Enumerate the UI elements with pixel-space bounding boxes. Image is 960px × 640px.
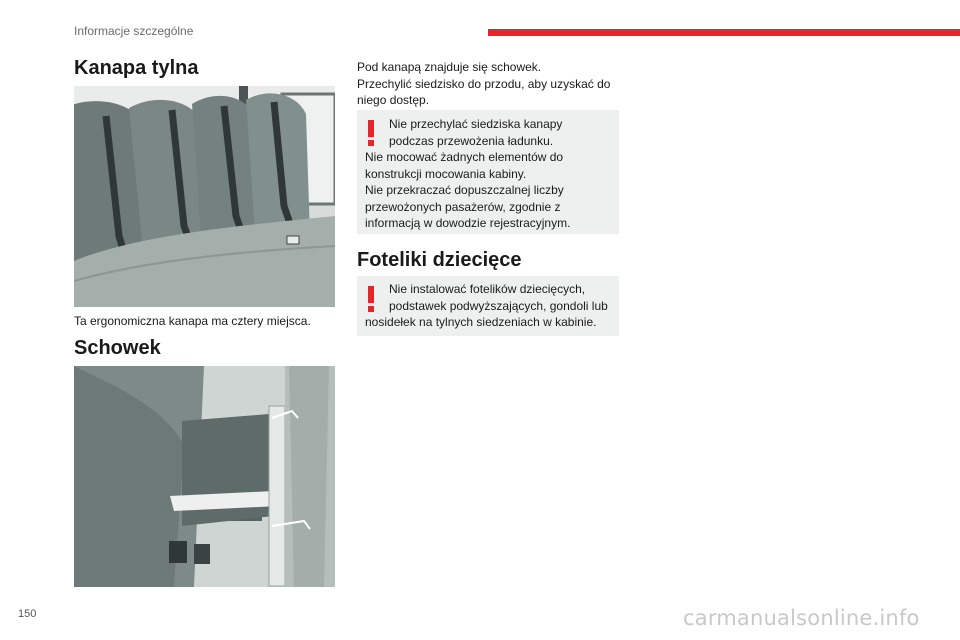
warning-line: podczas przewożenia ładunku.	[389, 133, 554, 148]
warning-line: Nie mocować żadnych elementów do	[365, 150, 564, 164]
warning-exclamation-icon	[366, 286, 376, 312]
rear-bench-illustration	[74, 86, 335, 307]
heading-child-seats: Foteliki dziecięce	[357, 249, 522, 271]
intro-line: Pod kanapą znajduje się schowek.	[357, 60, 542, 74]
warning-line: nosidełek na tylnych siedzeniach w kabinie.	[365, 315, 597, 329]
warning-line: przewożonych pasażerów, zgodnie z	[365, 199, 561, 214]
warning-box-seat-tilt	[357, 110, 619, 234]
storage-drawing	[74, 366, 335, 587]
warning-exclamation-icon	[366, 120, 376, 146]
warning-line: Nie przekraczać dopuszczalnej liczby	[365, 183, 564, 197]
page-number: 150	[18, 608, 37, 620]
header-accent-bar	[488, 29, 960, 36]
warning-line: konstrukcji mocowania kabiny.	[365, 166, 527, 181]
warning-line: informacją w dowodzie rejestracyjnym.	[365, 216, 571, 230]
warning-line: podstawek podwyższających, gondoli lub	[389, 298, 608, 313]
storage-illustration	[74, 366, 335, 587]
warning-box-child-seats	[357, 276, 619, 336]
storage-instructions	[357, 59, 619, 109]
watermark: carmanualsonline.info	[683, 606, 920, 630]
heading-storage: Schowek	[74, 337, 161, 359]
heading-rear-bench: Kanapa tylna	[74, 57, 199, 79]
intro-line: Przechylić siedzisko do przodu, aby uzyskać do	[357, 76, 611, 91]
section-title: Informacje szczególne	[74, 24, 194, 38]
intro-line: niego dostęp.	[357, 93, 430, 107]
warning-line: Nie instalować fotelików dziecięcych,	[389, 282, 586, 296]
rear-bench-drawing	[74, 86, 335, 307]
warning-line: Nie przechylać siedziska kanapy	[389, 117, 563, 131]
rear-bench-caption: Ta ergonomiczna kanapa ma cztery miejsca.	[74, 314, 311, 328]
